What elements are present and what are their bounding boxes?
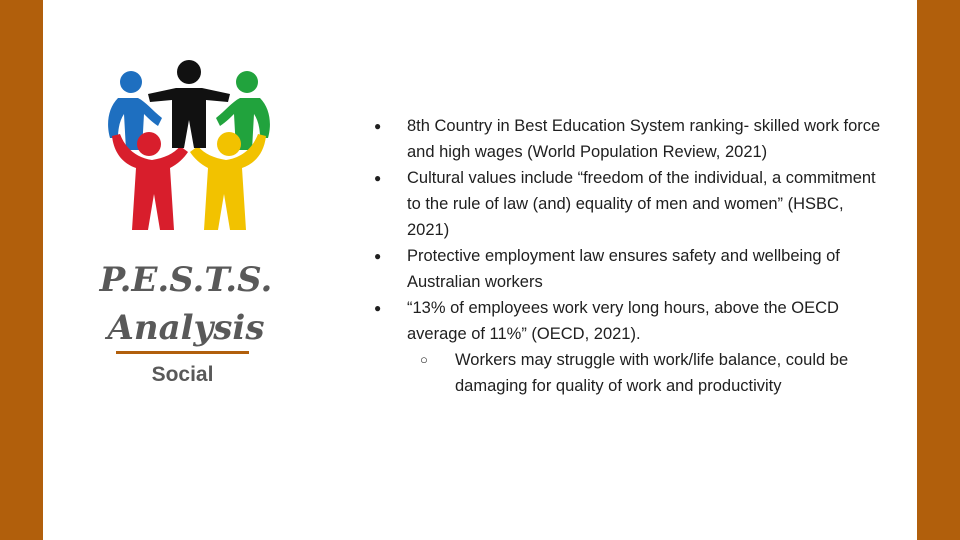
sub-bullet-text: Workers may struggle with work/life balance, could be damaging for quality of work and productivity [455, 351, 849, 395]
title-line-2: Analysis [107, 308, 265, 348]
bullet-text: “13% of employees work very long hours, above the OECD average of 11%” (OECD, 2021). [407, 299, 839, 343]
bullet-dot-icon: ● [374, 301, 382, 315]
slide-subtitle: Social [151, 363, 214, 386]
bullet-ring-icon: ○ [420, 352, 428, 367]
right-border [917, 0, 960, 540]
sub-bullet-item [407, 347, 888, 399]
bullet-item [368, 165, 888, 243]
slide-title [88, 256, 284, 352]
sub-bullet-list [407, 347, 888, 399]
people-circle-icon [104, 58, 274, 236]
bullet-dot-icon: ● [374, 171, 382, 185]
title-underline [116, 351, 249, 354]
bullet-item [368, 243, 888, 295]
bullet-item [368, 113, 888, 165]
bullet-item [368, 295, 888, 399]
bullet-list [368, 113, 888, 399]
bullet-text: Protective employment law ensures safety and wellbeing of Australian workers [407, 247, 840, 291]
left-border [0, 0, 43, 540]
bullet-dot-icon: ● [374, 249, 382, 263]
bullet-text: 8th Country in Best Education System ranking- skilled work force and high wages (World Population Review, 2021) [407, 117, 881, 161]
bullet-dot-icon: ● [374, 119, 382, 133]
bullet-text: Cultural values include “freedom of the individual, a commitment to the rule of law (and) equality of men and women” (HSBC, 2021) [407, 169, 876, 239]
title-line-1: P.E.S.T.S. [99, 260, 273, 300]
